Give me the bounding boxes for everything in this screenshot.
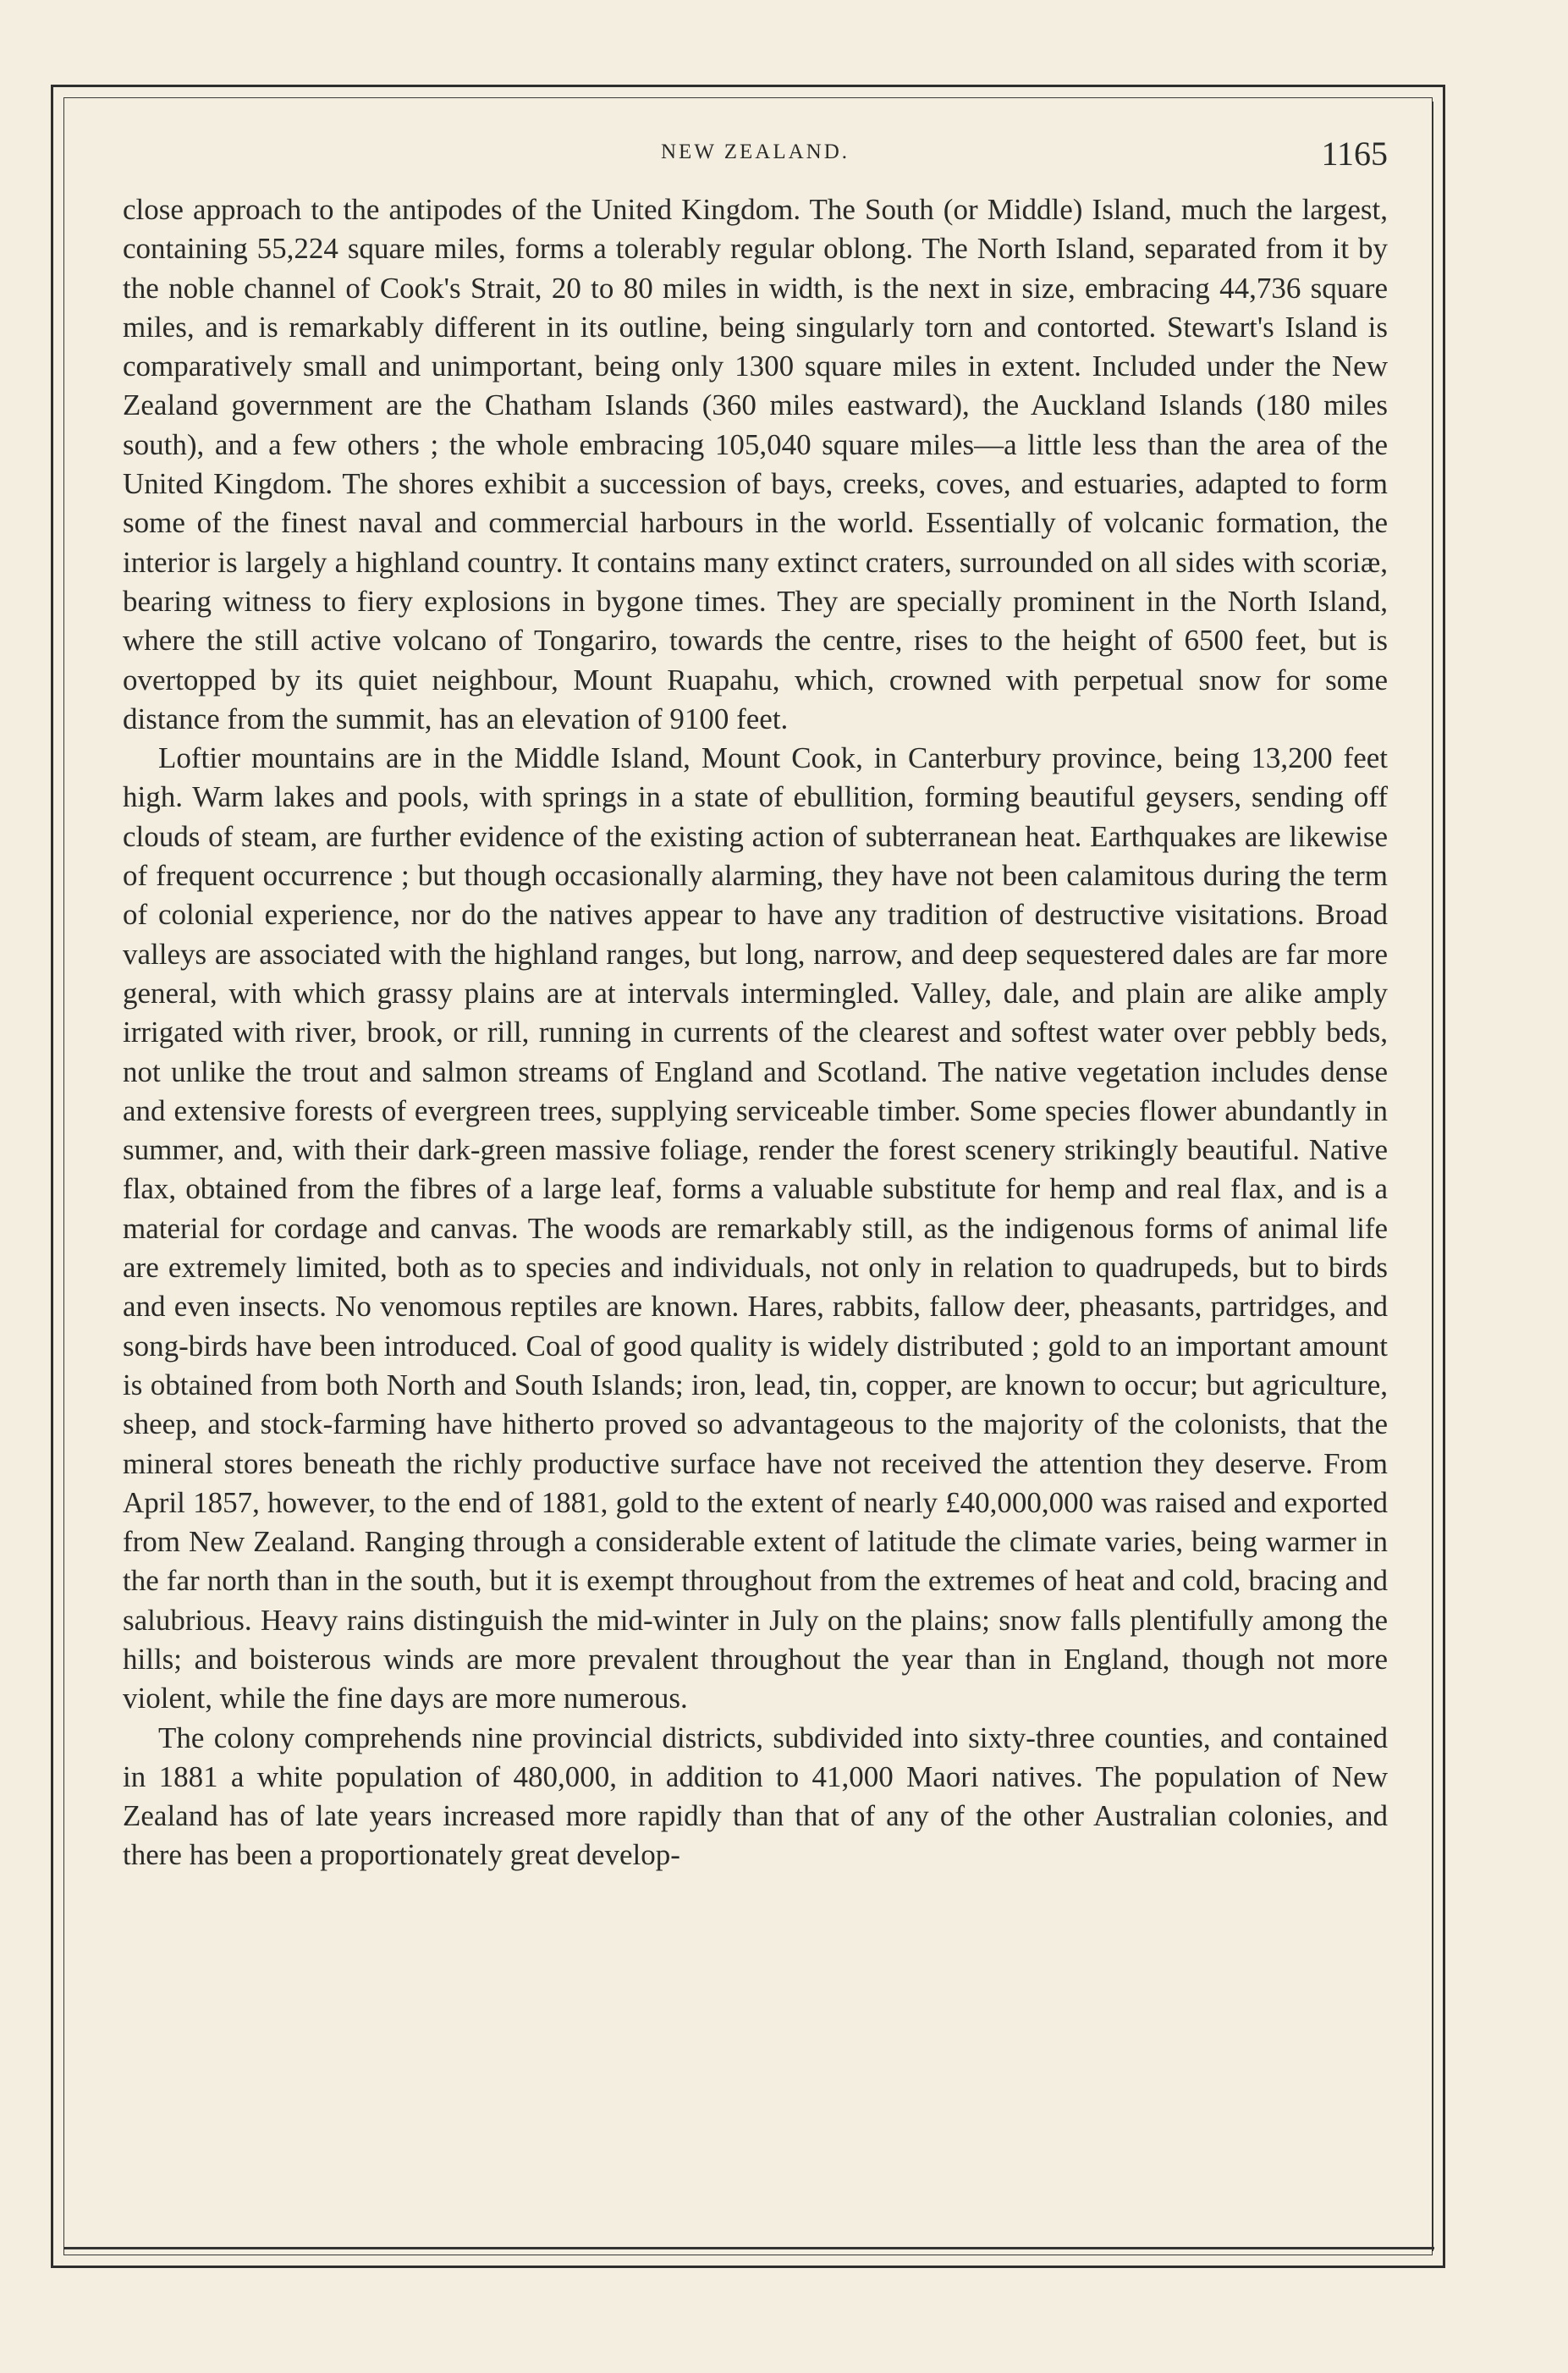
paragraph: close approach to the antipodes of the United Kingdom. The South (or Middle) Island, much the largest, containing 55,224 square miles, forms a tolerably regular oblong. The North Island, separated from it by the noble channel of Cook's Strait, 20 to 80 miles in width, is the next in size, embracing 44,736 square miles, and is remarkably different in its outline, being singularly torn and contorted. Stewart's Island is comparatively small and unimportant, being only 1300 square miles in extent. Included under the New Zealand government are the Chatham Islands (360 miles eastward), the Auckland Islands (180 miles south), and a few others ; the whole embracing 105,040 square miles—a little less than the area of the United Kingdom. The shores exhibit a succession of bays, creeks, coves, and estuaries, adapted to form some of the finest naval and commercial harbours in the world. Essentially of volcanic formation, the interior is largely a highland country. It contains many extinct craters, surrounded on all sides with scoriæ, bearing witness to fiery explosions in bygone times. They are specially prominent in the North Island, where the still active volcano of Tongariro, towards the centre, rises to the height of 6500 feet, but is overtopped by its quiet neighbour, Mount Ruapahu, which, crowned with perpetual snow for some distance from the summit, has an elevation of 9100 feet. [123, 193, 1388, 735]
bottom-rule [63, 2247, 1434, 2249]
body-text [123, 190, 1388, 1875]
page-number: 1165 [1321, 135, 1388, 173]
right-edge-rule [1432, 102, 1433, 2251]
running-head: NEW ZEALAND. [661, 140, 850, 163]
page-header [123, 134, 1388, 184]
paragraph: Loftier mountains are in the Middle Island, Mount Cook, in Canterbury province, being 13,200 feet high. Warm lakes and pools, with springs in a state of ebullition, forming beautiful geysers, sending off clouds of steam, are further evidence of the existing action of subterranean heat. Earthquakes are likewise of frequent occurrence ; but though occasionally alarming, they have not been calamitous during the term of colonial experience, nor do the natives appear to have any tradition of destructive visitations. Broad valleys are associated with the highland ranges, but long, narrow, and deep sequestered dales are far more general, with which grassy plains are at intervals intermingled. Valley, dale, and plain are alike amply irrigated with river, brook, or rill, running in currents of the clearest and softest water over pebbly beds, not unlike the trout and salmon streams of England and Scotland. The native vegetation includes dense and extensive forests of evergreen trees, supplying serviceable timber. Some species flower abundantly in summer, and, with their dark-green massive foliage, render the forest scenery strikingly beautiful. Native flax, obtained from the fibres of a large leaf, forms a valuable substitute for hemp and real flax, and is a material for cordage and canvas. The woods are remarkably still, as the indigenous forms of animal life are extremely limited, both as to species and individuals, not only in relation to quadrupeds, but to birds and even insects. No venomous reptiles are known. Hares, rabbits, fallow deer, pheasants, partridges, and song-birds have been introduced. Coal of good quality is widely distributed ; gold to an important amount is obtained from both North and South Islands; iron, lead, tin, copper, are known to occur; but agriculture, sheep, and stock-farming have hitherto proved so advantageous to the majority of the colonists, that the mineral stores beneath the richly productive surface have not received the attention they deserve. From April 1857, however, to the end of 1881, gold to the extent of nearly £40,000,000 was raised and exported from New Zealand. Ranging through a considerable extent of latitude the climate varies, being warmer in the far north than in the south, but it is exempt throughout from the extremes of heat and cold, bracing and salubrious. Heavy rains distinguish the mid-winter in July on the plains; snow falls plentifully among the hills; and boisterous winds are more prevalent throughout the year than in England, though not more violent, while the fine days are more numerous. [123, 741, 1388, 1715]
paragraph: The colony comprehends nine provincial districts, subdivided into sixty-three counties, and contained in 1881 a white population of 480,000, in addition to 41,000 Maori natives. The population of New Zealand has of late years increased more rapidly than that of any of the other Australian colonies, and there has been a proportionately great develop- [123, 1721, 1388, 1872]
